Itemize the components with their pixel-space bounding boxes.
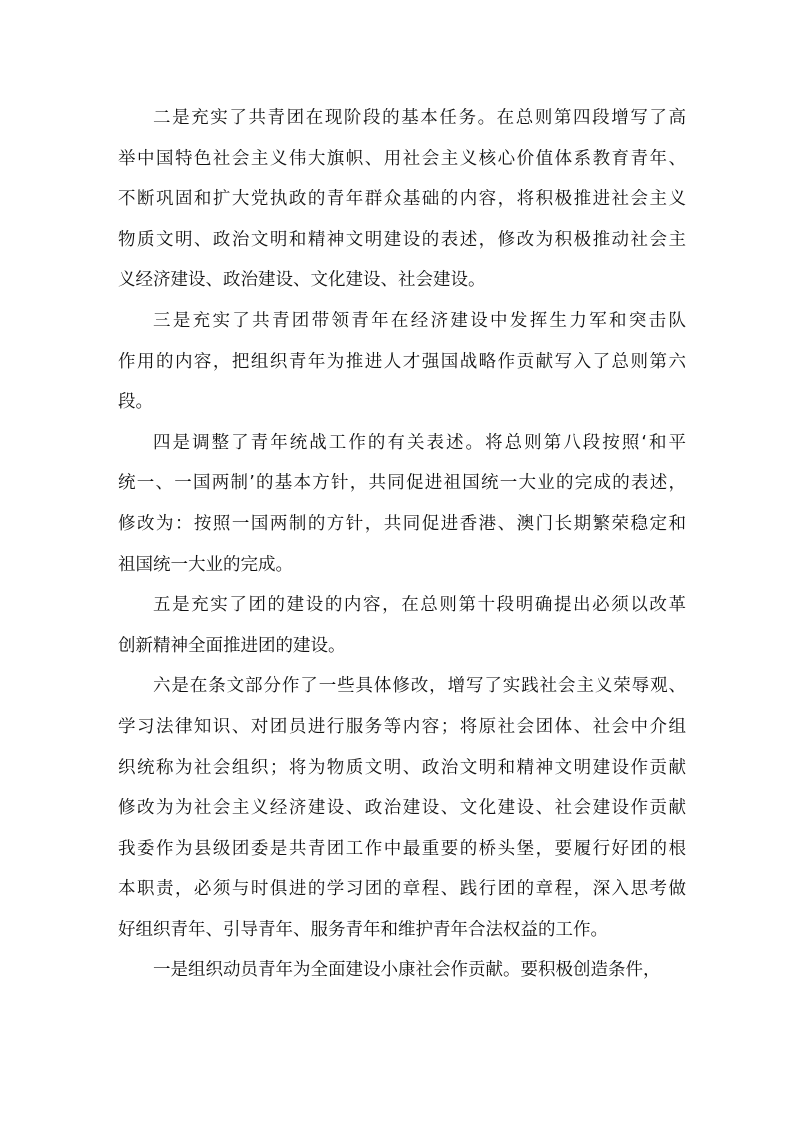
text-line: 创新精神全面推进团的建设。 bbox=[118, 635, 346, 656]
text-line: 义经济建设、政治建设、文化建设、社会建设。 bbox=[118, 270, 486, 291]
paragraph-articles bbox=[118, 666, 686, 950]
paragraph-economy bbox=[118, 301, 686, 423]
text-line: 我委作为县级团委是共青团工作中最重要的桥头堡，要履行好团的根 bbox=[118, 838, 686, 859]
text-line: 四是调整了青年统战工作的有关表述。将总则第八段按照‘和平 bbox=[153, 432, 686, 453]
text-line: 五是充实了团的建设的内容，在总则第十段明确提出必须以改革 bbox=[153, 595, 686, 616]
text-line: 二是充实了共青团在现阶段的基本任务。在总则第四段增写了高 bbox=[153, 108, 686, 128]
text-line: 学习法律知识、对团员进行服务等内容；将原社会团体、社会中介组 bbox=[118, 716, 686, 737]
text-line: 祖国统一大业的完成。 bbox=[118, 554, 293, 575]
paragraph-united-front bbox=[118, 423, 686, 585]
text-line: 举中国特色社会主义伟大旗帜、用社会主义核心价值体系教育青年、 bbox=[118, 148, 686, 169]
paragraph-league-building bbox=[118, 585, 686, 666]
text-line: 修改为为社会主义经济建设、政治建设、文化建设、社会建设作贡献 bbox=[118, 798, 686, 819]
document-body bbox=[118, 98, 686, 991]
text-line: 统一、一国两制’的基本方针，共同促进祖国统一大业的完成的表述， bbox=[118, 473, 686, 494]
text-line: 三是充实了共青团带领青年在经济建设中发挥生力军和突击队 bbox=[153, 310, 686, 331]
text-line: 好组织青年、引导青年、服务青年和维护青年合法权益的工作。 bbox=[118, 919, 608, 940]
text-line: 织统称为社会组织；将为物质文明、政治文明和精神文明建设作贡献 bbox=[118, 757, 686, 778]
text-line: 六是在条文部分作了一些具体修改，增写了实践社会主义荣辱观、 bbox=[153, 676, 686, 697]
text-line: 作用的内容，把组织青年为推进人才强国战略作贡献写入了总则第六 bbox=[118, 351, 686, 372]
text-line: 修改为：按照一国两制的方针，共同促进香港、澳门长期繁荣稳定和 bbox=[118, 513, 686, 534]
text-line: 不断巩固和扩大党执政的青年群众基础的内容，将积极推进社会主义 bbox=[118, 189, 686, 210]
text-line: 一是组织动员青年为全面建设小康社会作贡献。要积极创造条件， bbox=[153, 960, 661, 981]
text-line: 本职责，必须与时俱进的学习团的章程、践行团的章程，深入思考做 bbox=[118, 879, 686, 900]
paragraph-xiaokang bbox=[118, 950, 686, 991]
text-line: 段。 bbox=[118, 392, 153, 413]
text-line: 物质文明、政治文明和精神文明建设的表述，修改为积极推动社会主 bbox=[118, 229, 686, 250]
paragraph-task bbox=[118, 98, 686, 301]
